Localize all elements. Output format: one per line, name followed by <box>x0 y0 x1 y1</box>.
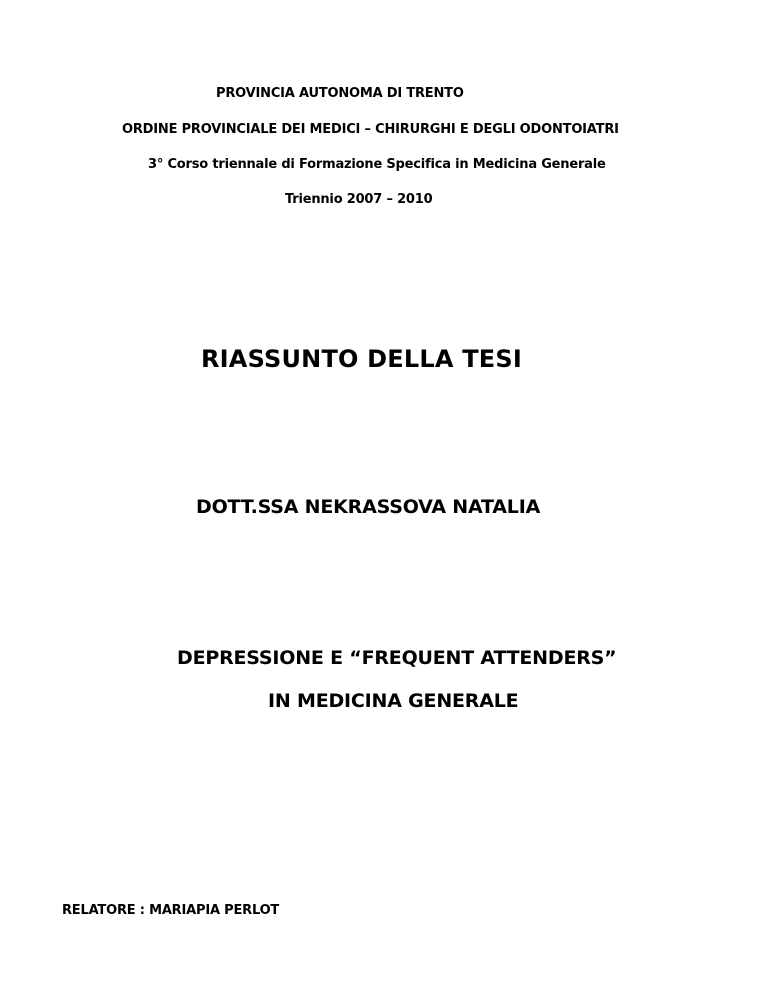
thesis-topic-line2: IN MEDICINA GENERALE <box>268 690 519 712</box>
course-heading: 3° Corso triennale di Formazione Specifica in Medicina Generale <box>148 157 606 172</box>
order-heading: ORDINE PROVINCIALE DEI MEDICI – CHIRURGHI E DEGLI ODONTOIATRI <box>122 122 619 137</box>
period-heading: Triennio 2007 – 2010 <box>285 192 433 207</box>
author-name: DOTT.SSA NEKRASSOVA NATALIA <box>196 496 541 518</box>
document-title: RIASSUNTO DELLA TESI <box>201 345 522 373</box>
supervisor-line: RELATORE : MARIAPIA PERLOT <box>62 903 280 918</box>
thesis-topic-line1: DEPRESSIONE E “FREQUENT ATTENDERS” <box>177 647 617 669</box>
province-heading: PROVINCIA AUTONOMA DI TRENTO <box>216 86 464 101</box>
